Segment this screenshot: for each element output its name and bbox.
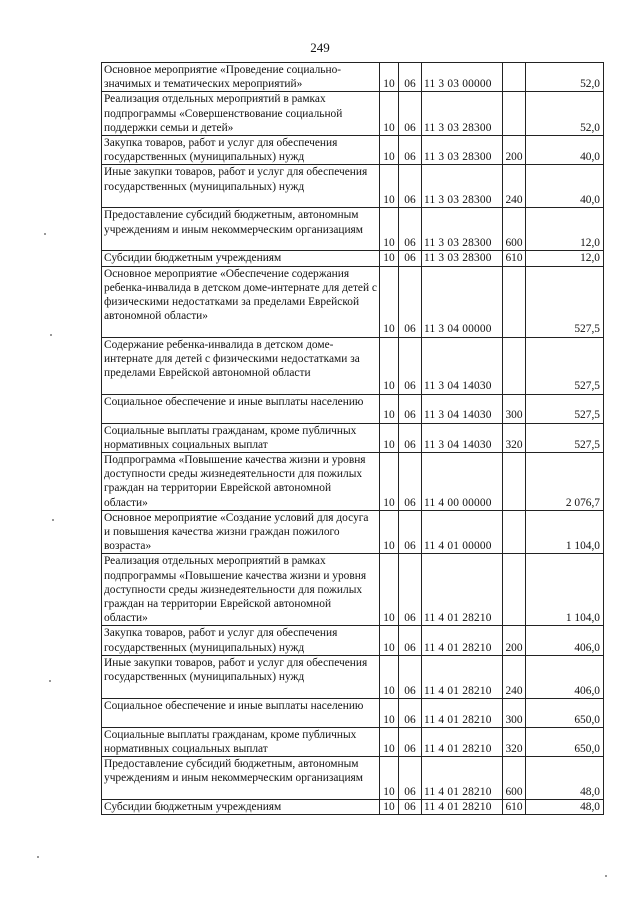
row-expense-type — [503, 510, 526, 554]
table-row — [102, 165, 604, 208]
row-expense-type: 300 — [503, 394, 526, 423]
row-expense-type: 200 — [503, 626, 526, 655]
table-row — [102, 510, 604, 554]
row-subsection: 06 — [399, 698, 422, 727]
row-amount: 1 104,0 — [526, 554, 604, 626]
row-name: Основное мероприятие «Проведение социально-значимых и тематических мероприятий» — [102, 63, 380, 92]
row-target-article: 11 4 00 00000 — [422, 453, 503, 511]
row-expense-type: 610 — [503, 800, 526, 815]
row-subsection: 06 — [399, 800, 422, 815]
row-target-article: 11 3 03 28300 — [422, 251, 503, 266]
row-expense-type — [503, 92, 526, 136]
row-expense-type: 320 — [503, 423, 526, 452]
row-target-article: 11 3 03 28300 — [422, 165, 503, 208]
row-subsection: 06 — [399, 251, 422, 266]
row-target-article: 11 3 03 28300 — [422, 208, 503, 251]
row-section: 10 — [380, 757, 399, 800]
row-name: Предоставление субсидий бюджетным, автономным учреждениям и иным некоммерческим организациям — [102, 208, 380, 251]
row-expense-type — [503, 337, 526, 394]
row-subsection: 06 — [399, 208, 422, 251]
row-target-article: 11 3 03 28300 — [422, 136, 503, 165]
scan-speck — [49, 680, 51, 682]
row-subsection: 06 — [399, 626, 422, 655]
row-name: Социальные выплаты гражданам, кроме публичных нормативных социальных выплат — [102, 727, 380, 756]
row-amount: 12,0 — [526, 208, 604, 251]
row-target-article: 11 4 01 28210 — [422, 626, 503, 655]
row-expense-type — [503, 453, 526, 511]
row-subsection: 06 — [399, 554, 422, 626]
row-section: 10 — [380, 655, 399, 698]
table-row — [102, 800, 604, 815]
row-section: 10 — [380, 800, 399, 815]
row-expense-type: 600 — [503, 208, 526, 251]
row-name: Социальное обеспечение и иные выплаты населению — [102, 698, 380, 727]
row-name: Закупка товаров, работ и услуг для обеспечения государственных (муниципальных) нужд — [102, 136, 380, 165]
row-subsection: 06 — [399, 423, 422, 452]
row-target-article: 11 3 04 14030 — [422, 337, 503, 394]
table-row — [102, 92, 604, 136]
scan-speck — [37, 856, 39, 858]
row-section: 10 — [380, 208, 399, 251]
page-number: 249 — [310, 40, 330, 55]
row-target-article: 11 3 04 14030 — [422, 423, 503, 452]
budget-table — [101, 62, 604, 815]
row-section: 10 — [380, 251, 399, 266]
table-row — [102, 394, 604, 423]
row-section: 10 — [380, 136, 399, 165]
row-name: Социальное обеспечение и иные выплаты населению — [102, 394, 380, 423]
row-section: 10 — [380, 453, 399, 511]
row-section: 10 — [380, 626, 399, 655]
row-expense-type: 600 — [503, 757, 526, 800]
row-expense-type — [503, 554, 526, 626]
row-amount: 48,0 — [526, 757, 604, 800]
row-subsection: 06 — [399, 394, 422, 423]
row-amount: 12,0 — [526, 251, 604, 266]
row-target-article: 11 3 04 14030 — [422, 394, 503, 423]
row-section: 10 — [380, 394, 399, 423]
row-target-article: 11 4 01 28210 — [422, 727, 503, 756]
row-name: Предоставление субсидий бюджетным, автономным учреждениям и иным некоммерческим организациям — [102, 757, 380, 800]
row-section: 10 — [380, 698, 399, 727]
row-name: Подпрограмма «Повышение качества жизни и уровня доступности среды жизнедеятельности для пожилых граждан на территории Еврейской автономной области» — [102, 453, 380, 511]
row-target-article: 11 3 04 00000 — [422, 266, 503, 337]
row-name: Субсидии бюджетным учреждениям — [102, 251, 380, 266]
row-section: 10 — [380, 510, 399, 554]
table-row — [102, 266, 604, 337]
row-expense-type: 200 — [503, 136, 526, 165]
table-row — [102, 757, 604, 800]
row-target-article: 11 4 01 28210 — [422, 757, 503, 800]
row-name: Иные закупки товаров, работ и услуг для обеспечения государственных (муниципальных) нужд — [102, 165, 380, 208]
row-amount: 527,5 — [526, 423, 604, 452]
row-name: Субсидии бюджетным учреждениям — [102, 800, 380, 815]
row-subsection: 06 — [399, 266, 422, 337]
row-subsection: 06 — [399, 757, 422, 800]
row-section: 10 — [380, 266, 399, 337]
row-section: 10 — [380, 63, 399, 92]
row-subsection: 06 — [399, 63, 422, 92]
row-section: 10 — [380, 423, 399, 452]
row-amount: 52,0 — [526, 63, 604, 92]
table-row — [102, 453, 604, 511]
row-subsection: 06 — [399, 337, 422, 394]
row-amount: 1 104,0 — [526, 510, 604, 554]
scan-speck — [605, 875, 607, 877]
table-row — [102, 63, 604, 92]
scan-speck — [50, 334, 52, 336]
row-section: 10 — [380, 337, 399, 394]
row-name: Основное мероприятие «Создание условий для досуга и повышения качества жизни граждан пожилого возраста» — [102, 510, 380, 554]
row-name: Закупка товаров, работ и услуг для обеспечения государственных (муниципальных) нужд — [102, 626, 380, 655]
row-amount: 48,0 — [526, 800, 604, 815]
row-expense-type: 320 — [503, 727, 526, 756]
row-name: Реализация отдельных мероприятий в рамках подпрограммы «Совершенствование социальной поддержки семьи и детей» — [102, 92, 380, 136]
row-name: Содержание ребенка-инвалида в детском доме-интернате для детей с физическими недостатками за пределами Еврейской автономной области — [102, 337, 380, 394]
row-subsection: 06 — [399, 136, 422, 165]
row-subsection: 06 — [399, 165, 422, 208]
row-subsection: 06 — [399, 655, 422, 698]
row-expense-type: 240 — [503, 655, 526, 698]
table-row — [102, 727, 604, 756]
row-target-article: 11 4 01 28210 — [422, 554, 503, 626]
row-expense-type — [503, 63, 526, 92]
table-row — [102, 655, 604, 698]
table-row — [102, 208, 604, 251]
row-section: 10 — [380, 92, 399, 136]
budget-table-body — [102, 63, 604, 815]
table-row — [102, 337, 604, 394]
row-target-article: 11 4 01 28210 — [422, 655, 503, 698]
row-name: Основное мероприятие «Обеспечение содержания ребенка-инвалида в детском доме-интернате для детей с физическими недостатками за пределами Еврейской автономной области» — [102, 266, 380, 337]
row-subsection: 06 — [399, 453, 422, 511]
row-amount: 527,5 — [526, 394, 604, 423]
row-target-article: 11 4 01 00000 — [422, 510, 503, 554]
table-row — [102, 554, 604, 626]
row-expense-type: 300 — [503, 698, 526, 727]
table-row — [102, 136, 604, 165]
row-name: Иные закупки товаров, работ и услуг для обеспечения государственных (муниципальных) нужд — [102, 655, 380, 698]
row-target-article: 11 3 03 00000 — [422, 63, 503, 92]
row-amount: 527,5 — [526, 266, 604, 337]
row-expense-type: 610 — [503, 251, 526, 266]
row-target-article: 11 3 03 28300 — [422, 92, 503, 136]
table-row — [102, 626, 604, 655]
row-section: 10 — [380, 165, 399, 208]
row-section: 10 — [380, 727, 399, 756]
row-expense-type: 240 — [503, 165, 526, 208]
row-subsection: 06 — [399, 727, 422, 756]
row-subsection: 06 — [399, 510, 422, 554]
row-target-article: 11 4 01 28210 — [422, 800, 503, 815]
row-amount: 527,5 — [526, 337, 604, 394]
table-row — [102, 251, 604, 266]
row-amount: 40,0 — [526, 136, 604, 165]
table-row — [102, 698, 604, 727]
row-amount: 40,0 — [526, 165, 604, 208]
row-name: Социальные выплаты гражданам, кроме публичных нормативных социальных выплат — [102, 423, 380, 452]
row-name: Реализация отдельных мероприятий в рамках подпрограммы «Повышение качества жизни и уровня доступности среды жизнедеятельности для пожилых граждан на территории Еврейской автономной области» — [102, 554, 380, 626]
row-subsection: 06 — [399, 92, 422, 136]
row-amount: 52,0 — [526, 92, 604, 136]
scan-speck — [44, 233, 46, 235]
row-amount: 406,0 — [526, 655, 604, 698]
row-amount: 406,0 — [526, 626, 604, 655]
row-section: 10 — [380, 554, 399, 626]
row-expense-type — [503, 266, 526, 337]
row-amount: 650,0 — [526, 698, 604, 727]
scan-speck — [52, 519, 54, 521]
row-target-article: 11 4 01 28210 — [422, 698, 503, 727]
table-row — [102, 423, 604, 452]
row-amount: 2 076,7 — [526, 453, 604, 511]
row-amount: 650,0 — [526, 727, 604, 756]
